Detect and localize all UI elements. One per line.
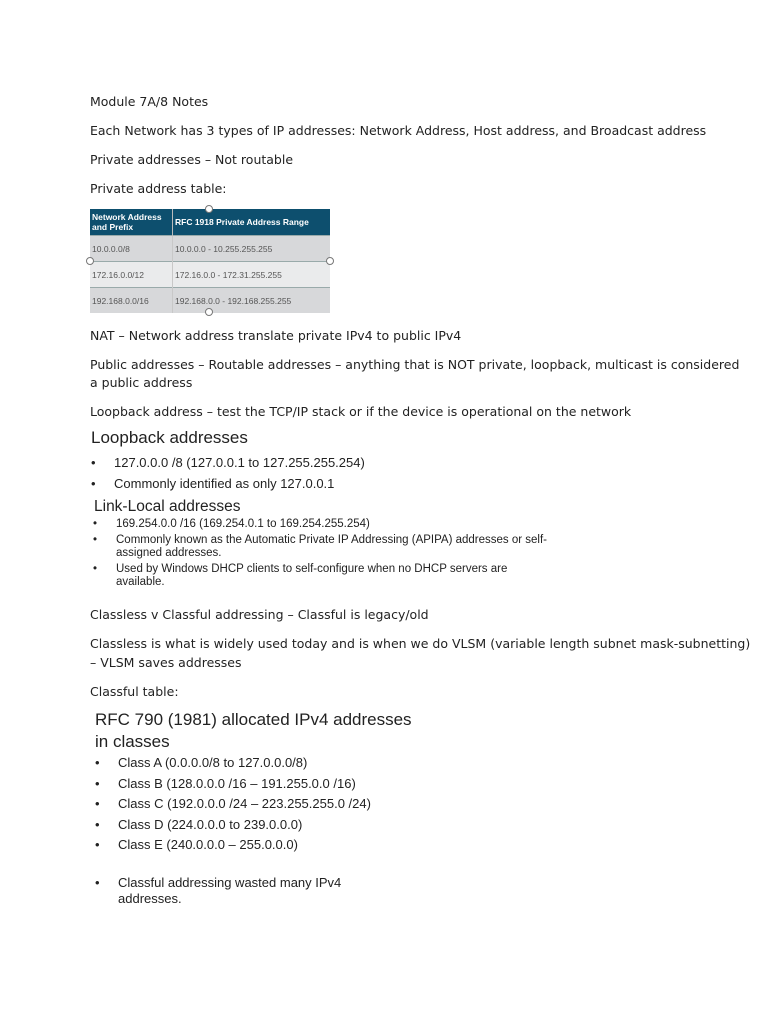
linklocal-list [93, 518, 547, 589]
table-cell: 172.16.0.0/12 [90, 262, 173, 288]
list-item: • Class A (0.0.0.0/8 to 127.0.0.0/8) [95, 753, 371, 774]
table-row [90, 262, 330, 288]
list-item-line: assigned addresses. [116, 547, 222, 559]
list-item: • Class B (128.0.0.0 /16 – 191.255.0.0 /16) [95, 774, 371, 795]
list-item: • Commonly identified as only 127.0.0.1 [91, 473, 365, 494]
note-public-addresses-2: a public address [90, 375, 193, 390]
loopback-list [91, 452, 365, 494]
list-item-line: Classful addressing wasted many IPv4 [118, 875, 342, 890]
note-classless-classful: Classless v Classful addressing – Classful is legacy/old [90, 607, 429, 622]
note-public-addresses-1: Public addresses – Routable addresses – anything that is NOT private, loopback, multicast is considered [90, 357, 740, 372]
list-item [93, 534, 547, 560]
note-vlsm-1: Classless is what is widely used today and is when we do VLSM (variable length subnet mask-subnetting) [90, 636, 751, 651]
note-vlsm-2: – VLSM saves addresses [90, 655, 242, 670]
table-cell: 10.0.0.0/8 [90, 236, 173, 262]
list-item: • 169.254.0.0 /16 (169.254.0.1 to 169.254.255.254) [93, 518, 547, 531]
resize-handle-bottom[interactable] [205, 308, 213, 316]
note-private-addresses: Private addresses – Not routable [90, 152, 294, 167]
table-header: RFC 1918 Private Address Range [173, 209, 331, 236]
list-item [95, 875, 341, 907]
linklocal-heading: Link-Local addresses [94, 498, 241, 515]
note-private-table-label: Private address table: [90, 181, 227, 196]
classful-note [95, 875, 341, 907]
classful-heading-line: RFC 790 (1981) allocated IPv4 addresses [95, 710, 412, 729]
list-item: • 127.0.0.0 /8 (127.0.0.1 to 127.255.255.254) [91, 452, 365, 473]
list-item-line: addresses. [118, 891, 182, 906]
list-item-line: Commonly known as the Automatic Private IP Addressing (APIPA) addresses or self- [116, 534, 548, 546]
resize-handle-left[interactable] [86, 257, 94, 265]
private-address-table [90, 209, 330, 313]
table-row [90, 236, 330, 262]
list-item: • Class D (224.0.0.0 to 239.0.0.0) [95, 815, 371, 836]
note-loopback: Loopback address – test the TCP/IP stack or if the device is operational on the network [90, 404, 632, 419]
list-item-line: available. [116, 576, 165, 588]
classful-heading [95, 709, 412, 753]
notes-title: Module 7A/8 Notes [90, 94, 209, 109]
table-cell: 172.16.0.0 - 172.31.255.255 [173, 262, 331, 288]
note-ip-types: Each Network has 3 types of IP addresses: Network Address, Host address, and Broadcast address [90, 123, 707, 138]
table-header: Network Address and Prefix [90, 209, 173, 236]
classful-list [95, 753, 371, 856]
list-item [93, 563, 547, 589]
list-item: • Class E (240.0.0.0 – 255.0.0.0) [95, 835, 371, 856]
loopback-heading: Loopback addresses [91, 428, 248, 447]
note-classful-table-label: Classful table: [90, 684, 179, 699]
list-item: • Class C (192.0.0.0 /24 – 223.255.255.0 /24) [95, 794, 371, 815]
note-nat: NAT – Network address translate private IPv4 to public IPv4 [90, 328, 462, 343]
list-item-line: Used by Windows DHCP clients to self-configure when no DHCP servers are [116, 563, 508, 575]
classful-heading-line: in classes [95, 732, 170, 751]
table-cell: 192.168.0.0 - 192.168.255.255 [173, 288, 331, 314]
resize-handle-top[interactable] [205, 205, 213, 213]
table-cell: 10.0.0.0 - 10.255.255.255 [173, 236, 331, 262]
resize-handle-right[interactable] [326, 257, 334, 265]
table-cell: 192.168.0.0/16 [90, 288, 173, 314]
